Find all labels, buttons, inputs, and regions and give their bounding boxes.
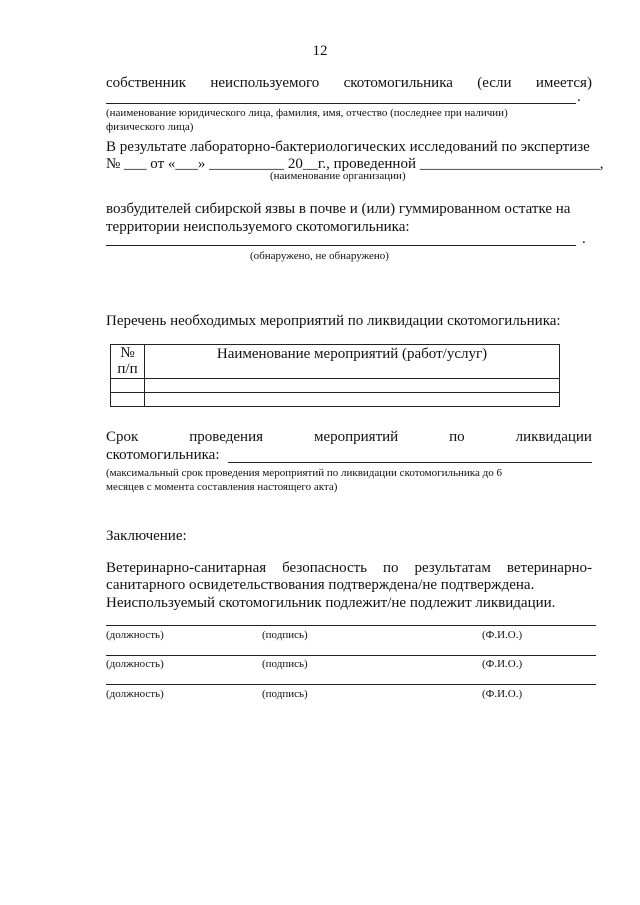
signature-sign: (подпись) [262,688,308,700]
conclusion-line1 [106,559,592,577]
signature-name: (Ф.И.О.) [482,658,523,670]
table-row [111,393,560,407]
owner-word: (если [477,75,512,91]
signature-position: (должность) [106,629,164,641]
signature-position: (должность) [106,658,164,670]
table-cell-number [111,393,145,407]
deadline-word: проведения [189,429,263,445]
deadline-word: ликвидации [515,429,592,445]
table-header-row [111,345,560,379]
conclusion-word: ветеринарно- [506,560,592,576]
page-number: 12 [312,43,328,59]
pathogen-fill-line [106,245,576,246]
pathogen-caption: (обнаружено, не обнаружено) [250,250,389,262]
deadline-caption-line2: месяцев с момента составления настоящего акта) [106,481,338,493]
owner-end-mark: . [577,89,581,105]
pathogen-end-mark: . [582,231,586,247]
owner-word: неиспользуемого [210,75,320,91]
deadline-word: Срок [106,429,139,445]
research-line1: В результате лабораторно-бактериологических исследований по экспертизе [106,139,590,155]
owner-fill-line [106,103,576,104]
deadline-caption-line1: (максимальный срок проведения мероприятий по ликвидации скотомогильника до 6 [106,467,502,479]
deadline-line2: скотомогильника: [106,447,220,463]
conclusion-word: по [382,560,399,576]
deadline-fill-line [228,462,592,463]
signature-line [106,684,596,685]
list-title: Перечень необходимых мероприятий по ликвидации скотомогильника: [106,313,561,329]
research-line2: № ___ от «___» __________ 20__г., проведенной ________________________, [106,156,604,172]
pathogen-line2: территории неиспользуемого скотомогильника: [106,219,410,235]
pathogen-line1: возбудителей сибирской язвы в почве и (или) гуммированном остатке на [106,201,571,217]
conclusion-word: результатам [414,560,491,576]
conclusion-title: Заключение: [106,528,187,544]
signature-line [106,625,596,626]
signature-sign: (подпись) [262,658,308,670]
deadline-word: мероприятий [313,429,399,445]
table-cell-number [111,379,145,393]
col-number-header [111,345,145,379]
owner-line [106,74,592,92]
signature-line [106,655,596,656]
conclusion-word: безопасность [282,560,368,576]
conclusion-line2: санитарного освидетельствования подтверждена/не подтверждена. [106,577,535,593]
col-name-header: Наименование мероприятий (работ/услуг) [145,345,560,379]
deadline-line1 [106,428,592,446]
owner-word: собственник [106,75,187,91]
table-cell-name [145,379,560,393]
owner-caption-line1: (наименование юридического лица, фамилия, имя, отчество (последнее при наличии) [106,107,508,119]
measures-table [110,344,560,407]
owner-word: скотомогильника [343,75,453,91]
conclusion-line3: Неиспользуемый скотомогильник подлежит/не подлежит ликвидации. [106,595,556,611]
conclusion-word: Ветеринарно-санитарная [106,560,267,576]
signature-name: (Ф.И.О.) [482,688,523,700]
signature-name: (Ф.И.О.) [482,629,523,641]
col-number-line1: № [120,345,135,361]
owner-word: имеется) [535,75,592,91]
col-number-line2: п/п [117,361,138,377]
table-cell-name [145,393,560,407]
research-caption: (наименование организации) [270,170,406,182]
deadline-word: по [449,429,465,445]
table-row [111,379,560,393]
owner-caption-line2: физического лица) [106,121,194,133]
signature-sign: (подпись) [262,629,308,641]
signature-position: (должность) [106,688,164,700]
